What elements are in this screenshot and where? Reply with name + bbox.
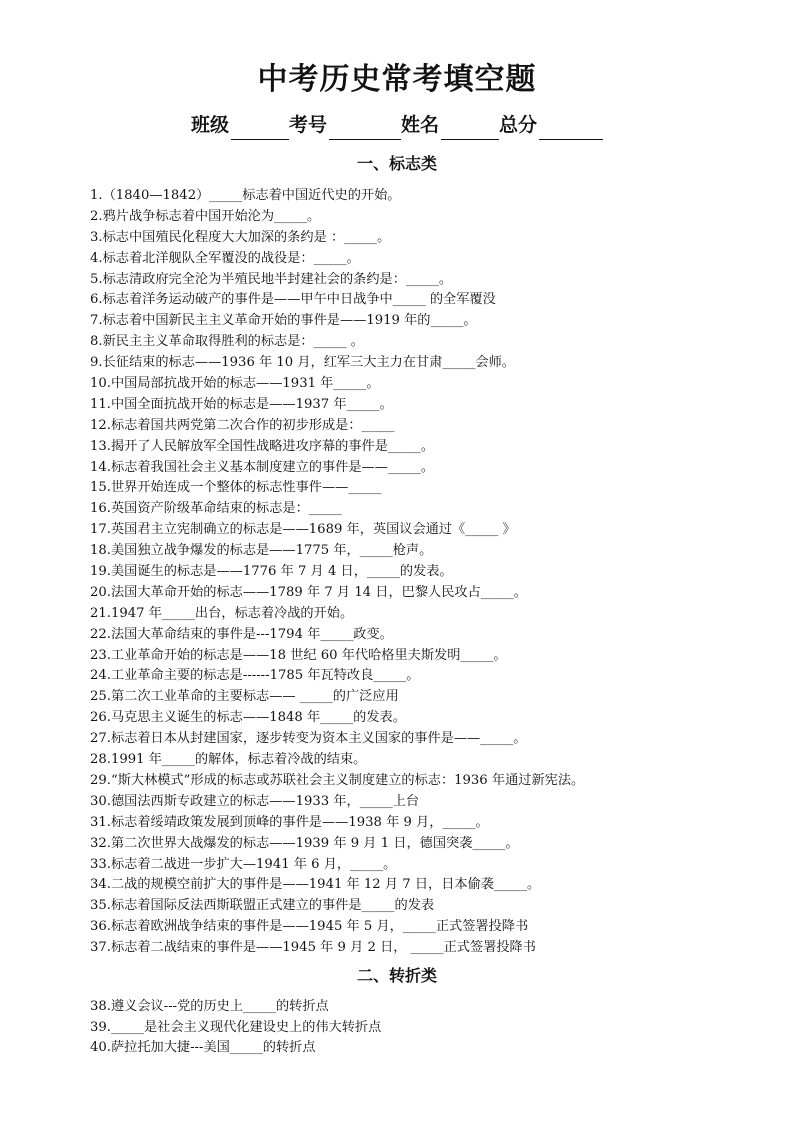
score-blank[interactable] xyxy=(539,117,603,140)
question-item: 17.英国君主立宪制确立的标志是——1689 年，英国议会通过《_____ 》 xyxy=(90,522,516,538)
class-label: 班级 xyxy=(190,114,229,136)
class-blank[interactable] xyxy=(231,117,289,140)
question-item: 23.工业革命开始的标志是——18 世纪 60 年代哈格里夫斯发明_____。 xyxy=(90,647,507,663)
question-item: 8.新民主主义革命取得胜利的标志是：_____ 。 xyxy=(90,334,364,350)
question-item: 32.第二次世界大战爆发的标志——1939 年 9 月 1 日，德国突袭_____。 xyxy=(90,835,519,851)
question-item: 30.德国法西斯专政建立的标志——1933 年，_____上台 xyxy=(90,793,420,809)
question-list-turning-points xyxy=(90,997,790,1059)
exam-number-blank[interactable] xyxy=(329,117,401,140)
question-item: 4.标志着北洋舰队全军覆没的战役是：_____。 xyxy=(90,250,360,266)
question-item: 33.标志着二战进一步扩大—1941 年 6 月，_____。 xyxy=(90,856,397,872)
student-info-row xyxy=(0,110,794,140)
question-item: 34.二战的规模空前扩大的事件是——1941 年 12 月 7 日，日本偷袭_____。 xyxy=(90,877,541,893)
question-item: 28.1991 年_____的解体，标志着冷战的结束。 xyxy=(90,752,367,768)
question-item: 39._____是社会主义现代化建设史上的伟大转折点 xyxy=(90,1019,382,1035)
question-item: 25.第二次工业革命的主要标志—— _____的广泛应用 xyxy=(90,689,399,705)
question-item: 24.工业革命主要的标志是------1785 年瓦特改良_____。 xyxy=(90,668,420,684)
name-blank[interactable] xyxy=(441,117,499,140)
class-field xyxy=(191,110,289,140)
question-item: 9.长征结束的标志——1936 年 10 月，红军三大主力在甘肃_____会师。 xyxy=(90,355,515,371)
question-item: 2.鸦片战争标志着中国开始沦为_____。 xyxy=(90,208,321,224)
question-item: 5.标志清政府完全沦为半殖民地半封建社会的条约是：_____。 xyxy=(90,271,453,287)
question-item: 18.美国独立战争爆发的标志是——1775 年，_____枪声。 xyxy=(90,543,433,559)
page-title: 中考历史常考填空题 xyxy=(257,62,537,97)
name-label: 姓名 xyxy=(401,114,440,136)
question-item: 31.标志着绥靖政策发展到顶峰的事件是——1938 年 9 月，_____。 xyxy=(90,814,489,830)
name-field xyxy=(401,110,499,140)
question-item: 26.马克思主义诞生的标志——1848 年_____的发表。 xyxy=(90,710,406,726)
question-list-markers xyxy=(90,186,790,959)
question-item: 36.标志着欧洲战争结束的事件是——1945 年 5 月，_____正式签署投降书 xyxy=(90,919,529,935)
question-item: 10.中国局部抗战开始的标志——1931 年_____。 xyxy=(90,376,380,392)
section-heading-turning-points: 二、转折类 xyxy=(356,966,437,985)
exam-number-label: 考号 xyxy=(288,114,327,136)
question-item: 35.标志着国际反法西斯联盟正式建立的事件是_____的发表 xyxy=(90,898,435,914)
question-item: 11.中国全面抗战开始的标志是——1937 年_____。 xyxy=(90,396,393,412)
question-item: 13.揭开了人民解放军全国性战略进攻序幕的事件是_____。 xyxy=(90,438,435,454)
question-item: 40.萨拉托加大捷---美国_____的转折点 xyxy=(90,1040,316,1056)
question-item: 1.（1840—1842）_____标志着中国近代史的开始。 xyxy=(90,188,401,203)
question-item: 6.标志着洋务运动破产的事件是——甲午中日战争中_____ 的全军覆没 xyxy=(90,292,496,308)
question-item: 22.法国大革命结束的事件是---1794 年_____政变。 xyxy=(90,626,393,642)
question-item: 38.遵义会议---党的历史上_____的转折点 xyxy=(90,999,329,1014)
question-item: 16.英国资产阶级革命结束的标志是：_____ xyxy=(90,501,342,517)
question-item: 14.标志着我国社会主义基本制度建立的事件是——_____。 xyxy=(90,459,435,475)
question-item: 37.标志着二战结束的事件是——1945 年 9 月 2 日， _____正式签署投降书 xyxy=(90,940,536,956)
question-item: 7.标志着中国新民主主义革命开始的事件是——1919 年的_____。 xyxy=(90,313,477,329)
question-item: 29.“斯大林模式”形成的标志或苏联社会主义制度建立的标志：1936 年通过新宪法。 xyxy=(90,772,585,788)
question-item: 15.世界开始连成一个整体的标志性事件——_____ xyxy=(90,480,382,496)
question-item: 3.标志中国殖民化程度大大加深的条约是 ：_____。 xyxy=(90,229,391,245)
score-label: 总分 xyxy=(499,114,538,136)
question-item: 12.标志着国共两党第二次合作的初步形成是：_____ xyxy=(90,417,395,433)
question-item: 20.法国大革命开始的标志——1789 年 7 月 14 日，巴黎人民攻占_____。 xyxy=(90,584,527,600)
section-heading-markers: 一、标志类 xyxy=(356,154,437,173)
exam-number-field xyxy=(289,110,401,140)
question-item: 27.标志着日本从封建国家，逐步转变为资本主义国家的事件是——_____。 xyxy=(90,731,527,747)
question-item: 19.美国诞生的标志是——1776 年 7 月 4 日，_____的发表。 xyxy=(90,564,453,580)
score-field xyxy=(499,110,603,140)
question-item: 21.1947 年_____出台，标志着冷战的开始。 xyxy=(90,605,354,621)
